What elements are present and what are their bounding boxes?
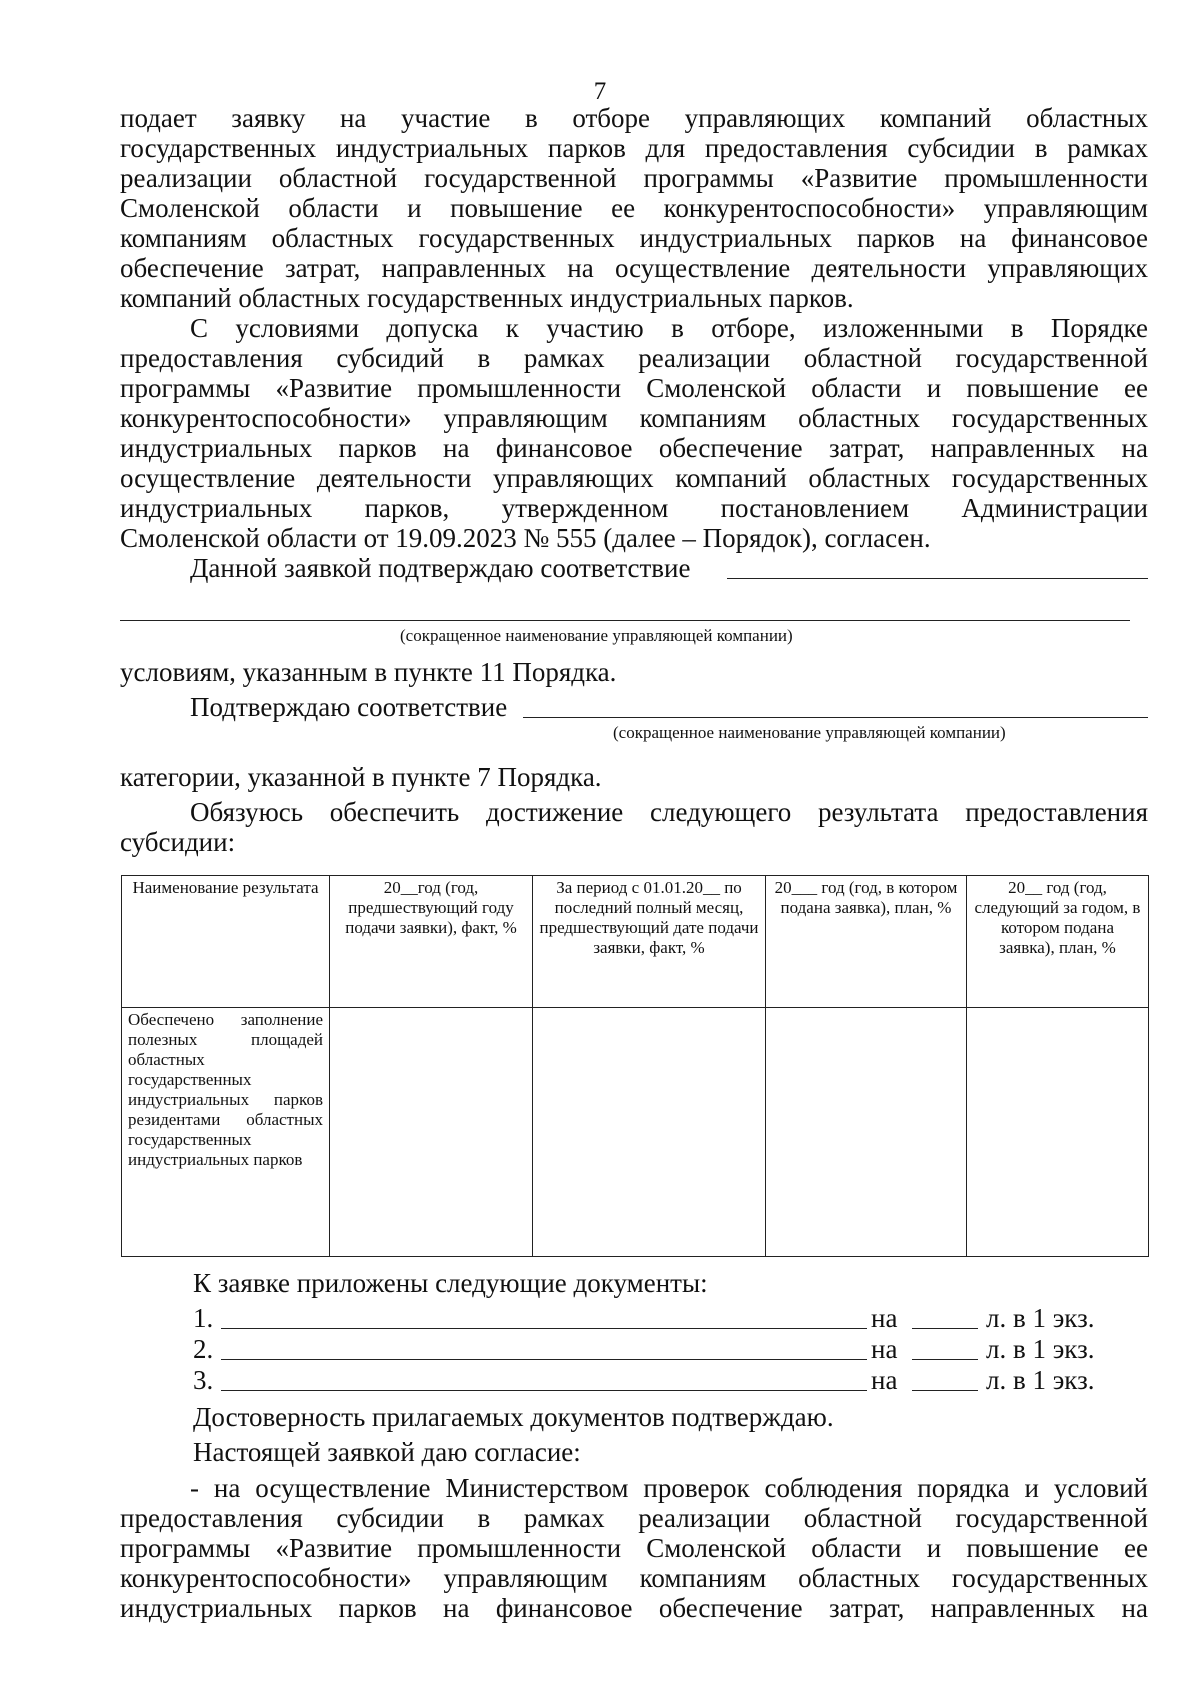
text-line: реализации областной государственной программы «Развитие промышленности <box>120 163 1148 193</box>
results-table <box>121 875 1149 1257</box>
text-line: государственных индустриальных парков для предоставления субсидии в рамках <box>120 133 1148 163</box>
attachment-pages-field[interactable] <box>912 1390 978 1391</box>
table-header-row <box>122 876 1149 1008</box>
text-line: конкурентоспособности» управляющим компаниям областных государственных <box>120 403 1148 433</box>
header-next-year-plan: 20__ год (год, следующий за годом, в котором подана заявка), план, % <box>967 876 1149 1008</box>
text-line: индустриальных парков на финансовое обеспечение затрат, направленных на <box>120 1593 1148 1623</box>
text-line: подает заявку на участие в отборе управляющих компаний областных <box>120 103 1148 133</box>
attachment-name-field[interactable] <box>221 1359 867 1360</box>
consent-text: Настоящей заявкой даю согласие: <box>193 1437 581 1467</box>
confirm-text: Данной заявкой подтверждаю соответствие <box>190 553 691 583</box>
header-result-name: Наименование результата <box>122 876 330 1008</box>
text-line: программы «Развитие промышленности Смоленской области и повышение ее <box>120 373 1148 403</box>
table-row <box>122 1008 1149 1257</box>
attachment-copies-label: л. в 1 экз. <box>986 1303 1095 1333</box>
attachment-copies-label: л. в 1 экз. <box>986 1334 1095 1364</box>
attachment-name-field[interactable] <box>221 1328 867 1329</box>
attachment-on-label: на <box>871 1303 898 1333</box>
attachment-copies-label: л. в 1 экз. <box>986 1365 1095 1395</box>
header-prev-year-fact: 20__год (год, предшествующий году подачи заявки), факт, % <box>330 876 533 1008</box>
cell-period-fact[interactable] <box>533 1008 766 1257</box>
text-line: индустриальных парков, утвержденном постановлением Администрации <box>120 493 1148 523</box>
confirm-match-text: Подтверждаю соответствие <box>190 692 508 722</box>
text-line: компаниям областных государственных индустриальных парков на финансовое <box>120 223 1148 253</box>
cell-next-year-plan[interactable] <box>967 1008 1149 1257</box>
text-line: индустриальных парков на финансовое обеспечение затрат, направленных на <box>120 433 1148 463</box>
page-number: 7 <box>593 78 607 105</box>
text-line: обеспечение затрат, направленных на осуществление деятельности управляющих <box>120 253 1148 283</box>
attachment-pages-field[interactable] <box>912 1359 978 1360</box>
text-line: конкурентоспособности» управляющим компаниям областных государственных <box>120 1563 1148 1593</box>
attachment-pages-field[interactable] <box>912 1328 978 1329</box>
paragraph-application <box>120 103 1148 313</box>
attachment-number: 3. <box>193 1365 214 1395</box>
text-line: предоставления субсидии в рамках реализации областной государственной <box>120 1503 1148 1533</box>
attachment-name-field[interactable] <box>221 1390 867 1391</box>
text-line: предоставления субсидий в рамках реализации областной государственной <box>120 343 1148 373</box>
header-current-year-plan: 20___ год (год, в котором подана заявка), план, % <box>766 876 967 1008</box>
caption-company-name: (сокращенное наименование управляющей компании) <box>400 626 793 645</box>
text-line: Смоленской области и повышение ее конкурентоспособности» управляющим <box>120 193 1148 223</box>
text-line: компаний областных государственных индустриальных парков. <box>120 283 854 313</box>
category-text: категории, указанной в пункте 7 Порядка. <box>120 762 602 792</box>
attachment-number: 2. <box>193 1334 214 1364</box>
text-line: Смоленской области от 19.09.2023 № 555 (далее – Порядок), согласен. <box>120 523 931 553</box>
cell-current-year-plan[interactable] <box>766 1008 967 1257</box>
text-line: осуществление деятельности управляющих компаний областных государственных <box>120 463 1148 493</box>
attachment-number: 1. <box>193 1303 214 1333</box>
header-period-fact: За период с 01.01.20__ по последний полный месяц, предшествующий дате подачи заявки, факт, % <box>533 876 766 1008</box>
paragraph-consent <box>120 1473 1148 1623</box>
paragraph-commitment <box>120 797 1148 857</box>
conditions-text: условиям, указанным в пункте 11 Порядка. <box>120 657 617 687</box>
attachment-on-label: на <box>871 1334 898 1364</box>
paragraph-conditions <box>120 313 1148 553</box>
company-name-field-3[interactable] <box>523 717 1148 718</box>
row-label: Обеспечено заполнение полезных площадей областных государственных индустриальных парков резидентами областных государственных индустриальных парков <box>122 1008 330 1257</box>
attachment-on-label: на <box>871 1365 898 1395</box>
attachments-intro: К заявке приложены следующие документы: <box>193 1268 708 1298</box>
text-line: С условиями допуска к участию в отборе, изложенными в Порядке <box>190 313 1148 343</box>
text-line: программы «Развитие промышленности Смоленской области и повышение ее <box>120 1533 1148 1563</box>
cell-prev-year-fact[interactable] <box>330 1008 533 1257</box>
reliability-text: Достоверность прилагаемых документов подтверждаю. <box>193 1402 834 1432</box>
company-name-field-2[interactable] <box>120 620 1130 621</box>
caption-company-name-2: (сокращенное наименование управляющей компании) <box>613 723 1006 742</box>
text-line: - на осуществление Министерством проверок соблюдения порядка и условий <box>190 1473 1148 1503</box>
company-name-field-1[interactable] <box>727 578 1148 579</box>
text-line: Обязуюсь обеспечить достижение следующего результата предоставления <box>190 797 1148 827</box>
text-line: субсидии: <box>120 827 236 857</box>
